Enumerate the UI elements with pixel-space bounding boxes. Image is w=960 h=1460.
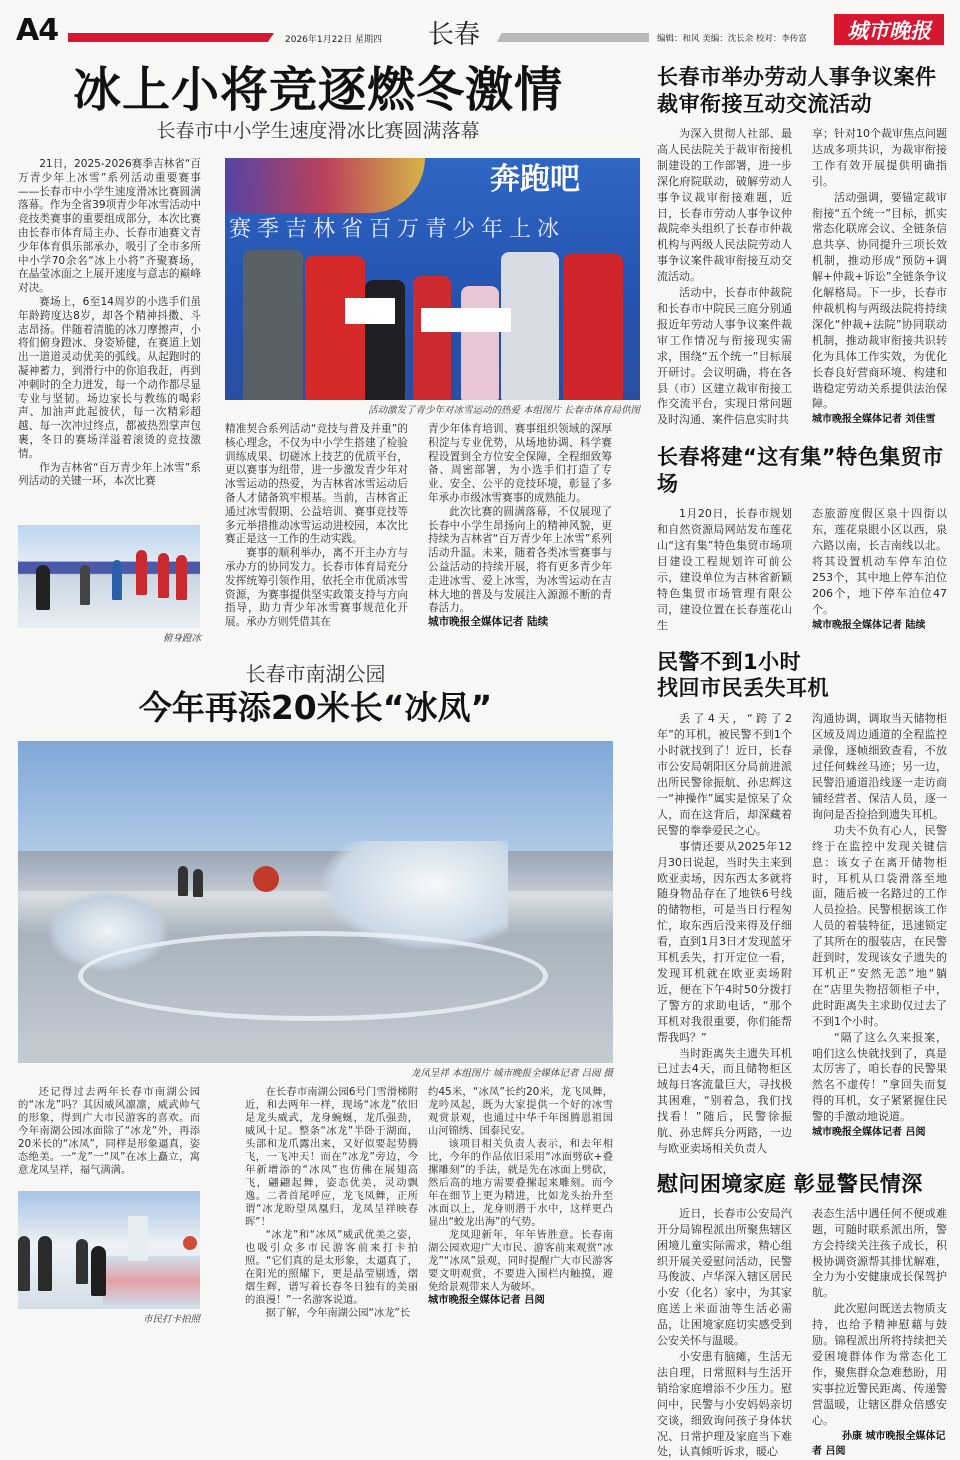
header-red-bar xyxy=(68,33,274,42)
article-column xyxy=(812,711,947,1140)
article-paragraph: 1月20日，长春市规划和自然资源局网站发布莲花山“这有集”特色集贸市场项目建设工程规划许可前公示，建设单位为吉林省新颖特色集贸市场管理有限公司，建设位置在长春莲花山生 xyxy=(657,507,792,632)
article-paragraph: 此次比赛的圆满落幕，不仅展现了长春中小学生昂扬向上的精神风貌，更持续为吉林省“百万青少年上冰雪”系列活动升温。未来，随着各类冰雪赛事与公益活动的持续开展，将有更多青少年走进冰雪、爱上冰雪，为冰雪运动在吉林大地的普及与发展注入源源不断的青春活力。 xyxy=(428,505,612,615)
article-paragraph: 赛事的顺利举办，离不开主办方与承办方的协同发力。长春市体育局充分发挥统筹引领作用，依托全市优质冰雪资源，为赛事提供坚实政策支持与方向指导，助力青少年冰雪赛事规范化开展。承办方则凭借其在 xyxy=(225,547,408,629)
issue-date: 2026年1月22日 星期四 xyxy=(285,35,382,45)
photo-caption: 市民打卡拍照 xyxy=(142,1314,200,1326)
article-paragraph: 还记得过去两年长春市南湖公园的“冰龙”吗？其因威风凛凛，威武帅气的形象，得到广大市民游客的喜欢。而今年南湖公园冰面除了“冰龙”外，再添20米长的“冰凤”，同样是形象逼真，姿态绝美。一“龙”一“凤”在冰上矗立，寓意龙凤呈祥，福气满满。 xyxy=(18,1086,200,1177)
title-line: 找回市民丢失耳机 xyxy=(657,676,829,701)
article-paragraph: 近日，长春市公安局汽开分局锦程派出所聚焦辖区困境儿童实际需求，精心组织开展关爱慰问活动，民警马俊波、卢华深入辖区居民小安（化名）家中，为其家庭送上米面油等生活必需品，让困境家庭切实感受到公安关怀与温暖。 xyxy=(657,1206,792,1348)
photo-caption: 活动激发了青少年对冰雪运动的热爱 本组图片 长春市体育局供图 xyxy=(367,405,640,416)
article-column xyxy=(657,1206,792,1460)
byline: 城市晚报全媒体记者 刘佳雪 xyxy=(812,414,936,426)
article-paragraphs xyxy=(812,1206,947,1429)
article-column xyxy=(812,1206,947,1460)
byline: 城市晚报全媒体记者 陆续 xyxy=(428,616,549,629)
skating-photo xyxy=(18,525,200,628)
article-paragraphs xyxy=(812,126,947,412)
article-paragraph: 约45米，“冰凤”长约20米，龙飞凤舞，龙吟凤起，既为大家提供一个好的冰雪观赏景观，也通过中华千年图腾恩祖国山河锦绣、国泰民安。 xyxy=(428,1086,613,1138)
article-paragraphs xyxy=(428,1086,613,1294)
article-column xyxy=(657,126,792,428)
article-paragraph: 活动中，长春市仲裁院和长春市中院民三庭分别通报近年劳动人事争议案件裁审工作情况与衔接现实需求，围绕“五个统一”目标展开研讨。会议明确，将在各县（市）区建立裁审衔接工作交流平台，实现日常问题及时沟通、案件信息实时共 xyxy=(657,286,792,427)
article-column xyxy=(225,423,408,630)
article-paragraph: 活动强调，要锚定裁审衔接“五个统一”目标，抓实常态化联席会议、全链条信息共享、协同提升三项长效机制，推动形成“预防+调解+仲裁+诉讼”全链条争议化解格局。下一步，长春市仲裁机构与两级法院将持续深化“仲裁+法院”协同联动机制，推动裁审衔接共识转化为具体工作实效，为优化长春良好营商环境、构建和谐稳定劳动关系提供法治保障。 xyxy=(812,190,947,411)
byline: 城市晚报全媒体记者 吕阅 xyxy=(428,1294,545,1307)
article-paragraph: 丢了4天，“跨了2年”的耳机，被民警不到1个小时就找到了！近日，长春市公安局朝阳区分局前进派出所民警徐振航、孙忠辉这一“神操作”属实是惊呆了众人，而在这背后，却深藏着民警的拳拳爱民之心。 xyxy=(657,712,792,837)
article-paragraph: 为深入贯彻人社部、最高人民法院关于裁审衔接机制建设的工作部署，进一步深化府院联动，破解劳动人事争议裁审衔接难题，近日，长春市劳动人事争议仲裁院牵头组织了长春市仲裁机构与两级人民法院劳动人事争议案件裁审衔接互动交流活动。 xyxy=(657,127,792,284)
article-paragraph: 享；针对10个裁审焦点问题达成多项共识，为裁审衔接工作有效开展提供明确指引。 xyxy=(812,127,947,188)
article-paragraph: 功夫不负有心人，民警终于在监控中发现关键信息：该女子在离开储物柜时，耳机从口袋滑落至地面，随后被一名路过的工作人员捡拾。民警根据该工作人员的着装特征，迅速锁定了其所在的服装店，在民警赶到时，发现该女子遗失的耳机正“安然无恙”地“躺在”店里失物招领柜子中，此时距离失主求助仅过去了不到1个小时。 xyxy=(812,823,947,1028)
article-paragraph: 表态生活中遇任何不便或难题，可随时联系派出所，警方会持续关注孩子成长，积极协调资源帮其排忧解难，全力为小安健康成长保驾护航。 xyxy=(812,1206,947,1300)
byline: 城市晚报全媒体记者 陆续 xyxy=(812,619,926,631)
left-area xyxy=(18,62,640,1326)
logo-text: 城市晚报 xyxy=(847,18,931,43)
section-name: 长春 xyxy=(428,20,481,50)
article-title: 长春将建“这有集”特色集贸市场 xyxy=(657,445,944,497)
article-1 xyxy=(18,158,640,645)
article-paragraph: 沟通协调，调取当天储物柜区域及周边通道的全程监控录像，逐帧细致查看，不放过任何蛛丝马迹；另一边，民警沿通道沿线逐一走访商铺经营者、保洁人员，逐一询问是否捡拾到遗失耳机。 xyxy=(812,712,947,821)
article-column xyxy=(657,506,792,633)
kicker: 长春市南湖公园 xyxy=(245,662,386,687)
ice-phoenix-photo xyxy=(18,741,613,1063)
right-area xyxy=(657,64,947,1460)
banner-text: 赛季吉林省百万青少年上冰 xyxy=(229,217,566,242)
article-title xyxy=(657,64,947,118)
byline: 孙康 城市晚报全媒体记者 吕阅 xyxy=(812,1430,946,1458)
article-column xyxy=(245,1086,418,1320)
award-ceremony-photo xyxy=(225,158,640,400)
article-paragraphs xyxy=(812,711,947,1125)
headline: 冰上小将竞逐燃冬激情 xyxy=(72,62,563,118)
article-paragraph: 小安患有脑瘫，生活无法自理，日常照料与生活开销给家庭增添不少压力。慰问中，民警与小安妈妈亲切交谈，细致询问孩子身体状况、日常护理及家庭当下难处，认真倾听诉求，暖心 xyxy=(657,1350,792,1459)
article-column xyxy=(18,158,201,489)
article-column xyxy=(428,1086,613,1307)
article-paragraph: 在长春市南湖公园6号门雪滑梯附近，和去两年一样，现场“冰龙”依旧是龙头威武，龙身蜿蜒，龙爪强劲，威风十足。整条“冰龙”半卧于湖面，头部和龙爪露出来，又好似要起势腾飞，一飞冲天！而在“冰龙”旁边，今年新增添的“冰凤”也仿佛在展翅高飞，翩翩起舞，姿态优美，灵动飘逸。二者首尾呼应，龙飞凤舞，正所谓“冰龙盼望凤凰归，龙凤呈祥映春晖”！ xyxy=(245,1086,418,1229)
article-paragraphs xyxy=(812,506,947,617)
article-column xyxy=(812,506,947,633)
banner-text: 奔跑吧 xyxy=(490,162,580,197)
article-paragraph: 青少年体育培训、赛事组织领域的深厚积淀与专业优势，从场地协调、科学赛程设置到全方位安全保障，全程细致筹备、周密部署，为小选手们打造了专业、安全、公平的竞技环境，彰显了多年承办市级冰雪赛事的成熟能力。 xyxy=(428,423,612,504)
article-title xyxy=(657,649,947,701)
article-column xyxy=(657,711,792,1156)
article-6-body xyxy=(18,1086,640,1326)
article-paragraph: “隔了这么久来报案，咱们这么快就找到了，真是太厉害了，咱长春的民警果然名不虚传！”拿回失而复得的耳机，女子紧紧握住民警的手激动地说道。 xyxy=(812,1030,947,1124)
article-paragraph: 事情还要从2025年12月30日说起，当时失主来到欧亚卖场，因东西太多就将随身物品存在了地铁6号线的储物柜，可是当日行程匆忙，取东西后没来得及仔细看，直到1月3日才发现蓝牙耳机丢失，打开定位一看，发现耳机就在欧亚卖场附近，便在下午4时50分拨打了警方的求助电话，“那个耳机对我很重要，你们能帮帮我吗？” xyxy=(657,839,792,1044)
page-number: A4 xyxy=(16,13,59,48)
byline: 城市晚报全媒体记者 吕阅 xyxy=(812,1127,926,1139)
article-paragraphs xyxy=(428,423,612,616)
editors-credit: 编辑：和风 美编：沈长余 校对：李传富 xyxy=(657,34,807,44)
article-title: 慰问困境家庭 彰显警民情深 xyxy=(657,1171,923,1196)
article-paragraph: 该项目相关负责人表示，和去年相比，今年的作品依旧采用“冰面劈砍+叠摞雕刻”的手法，就是先在冰面上劈砍，然后高的地方需要叠摞起来雕刻。而今年在细节上更为精进，比如龙头抬升至冰面以上，龙身则潜于水中，这样更凸显出“蛟龙出海”的气势。 xyxy=(428,1138,613,1229)
visitors-photo xyxy=(18,1191,200,1309)
title-line: 裁审衔接互动交流活动 xyxy=(657,92,872,116)
photo-caption: 龙凤呈祥 本组图片 城市晚报全媒体记者 吕阅 摄 xyxy=(410,1068,613,1080)
article-paragraph: 据了解，今年南湖公园“冰龙”长 xyxy=(265,1307,411,1320)
photo-caption: 俯身蹬冰 xyxy=(162,633,201,645)
subheadline: 长春市中小学生速度滑冰比赛圆满落幕 xyxy=(156,120,480,142)
article-paragraph: “冰龙”和“冰凤”威武优美之姿，也吸引众多市民游客前来打卡拍照。“它们真的是太形象，太逼真了，在阳光的照耀下，更是晶莹剔透，熠熠生辉，谱写着长春冬日独有的美丽的浪漫！”一名游客说道。 xyxy=(245,1229,418,1307)
article-paragraph: 当时距离失主遗失耳机已过去4天，而且储物柜区域每日客流量巨大，寻找极其困难，“别着急，我们找找看！”随后，民警徐振航、孙忠辉兵分两路，一边与欧亚卖场相关负责人 xyxy=(657,1046,792,1155)
article-paragraph: 龙凤迎新年，年年皆胜意。长春南湖公园欢迎广大市民、游客前来观赏“冰龙”“冰凤”景观，同时提醒广大市民游客要文明观赏，不要进入围栏内触摸，避免给景观带来人为破坏。 xyxy=(428,1229,613,1294)
title-line: 长春市举办劳动人事争议案件 xyxy=(657,65,937,89)
article-paragraph: 态旅游度假区泉十四街以东，莲花泉眼小区以西，泉六路以南，长吉南线以北。将其设置机动车停车泊位253个，其中地上停车泊位206个，地下停车泊位47个。 xyxy=(812,507,947,616)
article-paragraph: 此次慰问既送去物质支持，也给予精神慰藉与鼓励。锦程派出所将持续把关爱困境群体作为常态化工作，聚焦群众急难愁盼，用实事拉近警民距离、传递警营温暖，让辖区群众倍感安心。 xyxy=(812,1302,947,1427)
article-paragraph: 精准契合系列活动“竞技与普及并重”的核心理念，不仅为中小学生搭建了检验训练成果、切磋冰上技艺的优质平台，更以赛事为纽带，进一步激发青少年对冰雪运动的热爱，为吉林省冰雪运动后备人才储备筑牢根基。当前，吉林省正通过冰雪假期、公益培训、赛事竞技等多元举措推动冰雪运动进校园，本次比赛正是这一工作的生动实践。 xyxy=(225,423,408,546)
article-column xyxy=(18,1086,200,1177)
article-paragraph: 作为吉林省“百万青少年上冰雪”系列活动的关键一环，本次比赛 xyxy=(18,461,201,488)
article-paragraph: 21日，2025-2026赛季吉林省“百万青少年上冰雪”系列活动重要赛事——长春市中小学生速度滑冰比赛圆满落幕。作为全省39项青少年冰雪活动中竞技类赛事的重要组成部分，本次比赛由长春市体育局主办、长春市迪赛文青少年体育俱乐部承办，吸引了全市多所中小学70余名“冰上小将”齐聚赛场，在晶莹冰面之上展开速度与意志的巅峰对决。 xyxy=(18,158,201,295)
newspaper-logo xyxy=(834,14,944,45)
article-column xyxy=(428,423,612,630)
article-paragraph: 赛场上，6至14周岁的小选手们虽年龄跨度达8岁，却各个精神抖擞、斗志昂扬。伴随着清脆的冰刀摩擦声，小将们俯身蹬冰、身姿矫健，在赛道上划出一道道灵动优美的弧线。从起跑时的凝神蓄力，到滑行中的你追我赶，再到冲刺时的全力迸发，每一个动作都尽显专业与坚韧。场边家长与教练的喝彩声、加油声此起彼伏，每一次精彩超越、每一次冲过终点，都被热烈掌声包裹，冬日的赛场洋溢着滚烫的竞技激情。 xyxy=(18,295,201,460)
article-column xyxy=(812,126,947,428)
article-title: 今年再添20米长“冰凤” xyxy=(138,688,493,728)
header-gray-bar xyxy=(497,33,649,42)
title-line: 民警不到1小时 xyxy=(657,650,802,675)
